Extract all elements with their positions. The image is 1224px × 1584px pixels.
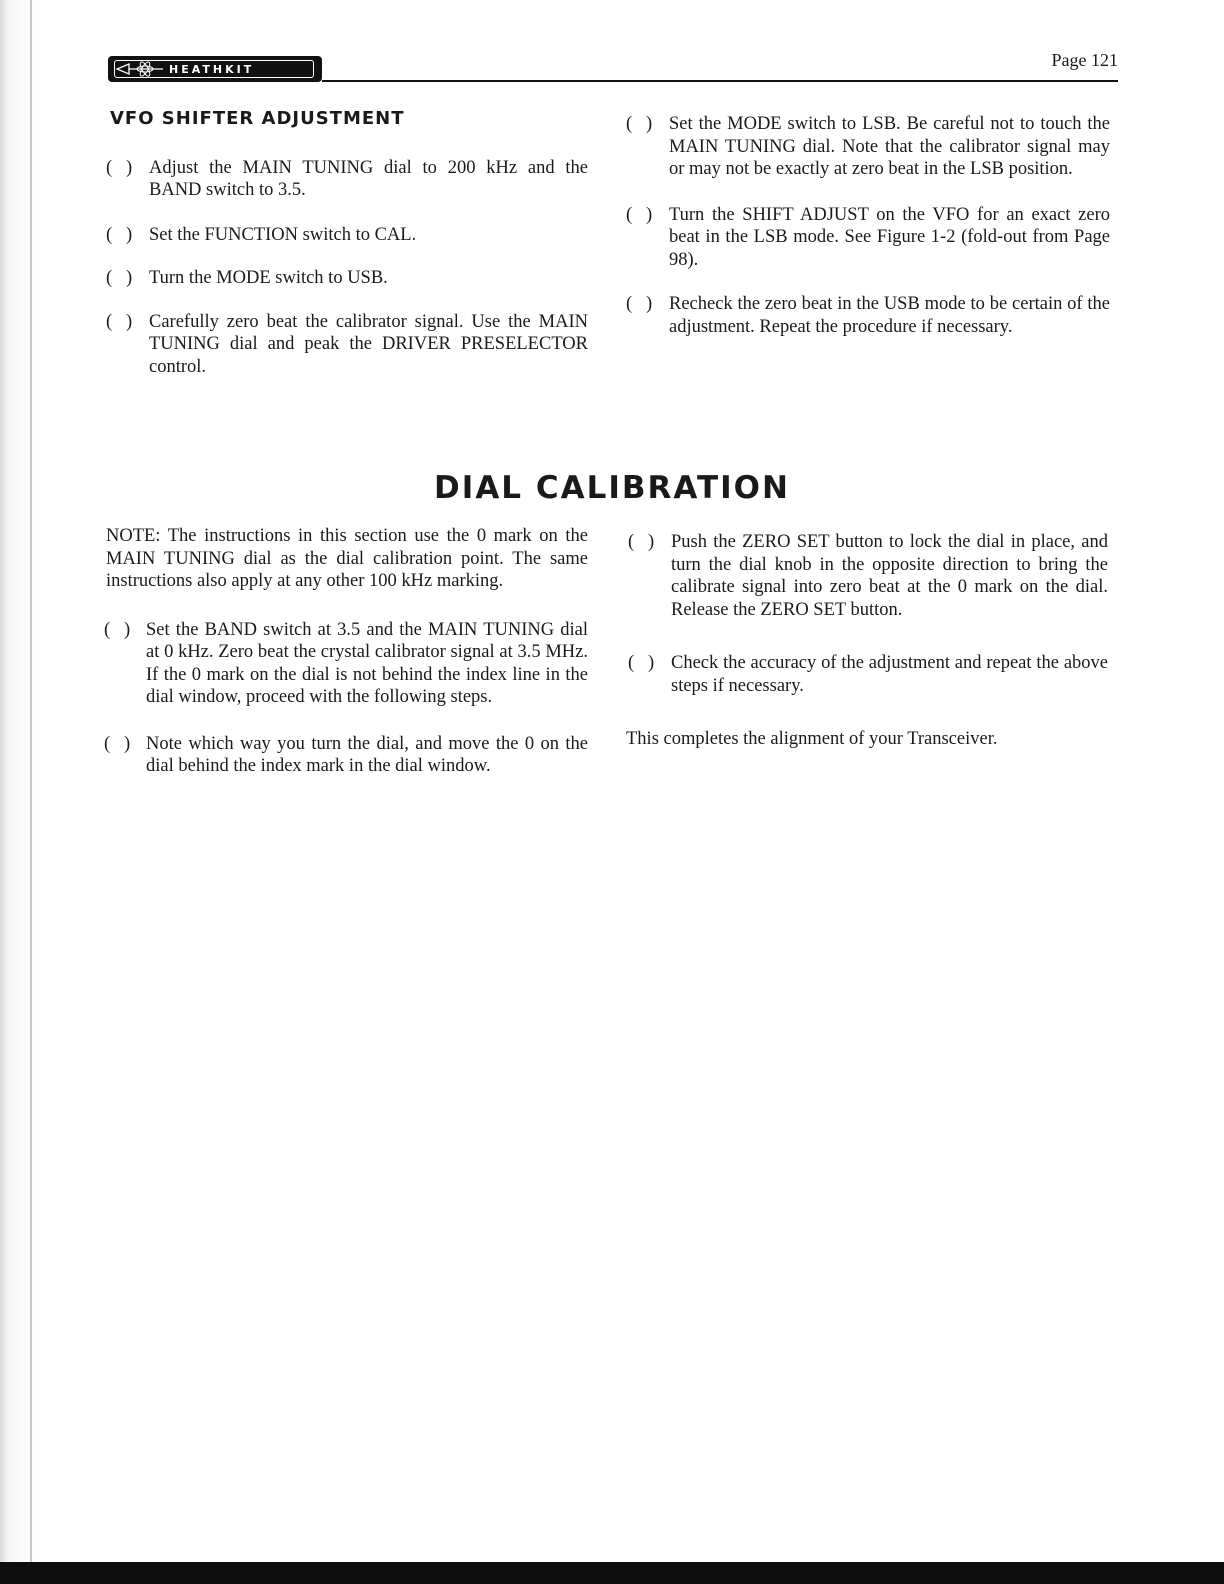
step-checkbox[interactable]: ( ) <box>106 224 133 245</box>
step-text: Adjust the MAIN TUNING dial to 200 kHz and the BAND switch to 3.5. <box>149 157 588 200</box>
step-item <box>624 113 1110 181</box>
step-text: Check the accuracy of the adjustment and repeat the above steps if necessary. <box>671 653 1108 696</box>
step-checkbox[interactable]: ( ) <box>106 157 133 178</box>
closing-text: This completes the alignment of your Transceiver. <box>626 729 998 749</box>
step-item <box>104 267 588 290</box>
heathkit-logo <box>108 56 322 82</box>
step-item <box>624 293 1110 338</box>
step-text: Note which way you turn the dial, and move the 0 on the dial behind the index mark in the dial window. <box>146 733 588 776</box>
binding-edge <box>0 0 44 1584</box>
step-text: Set the FUNCTION switch to CAL. <box>149 224 417 245</box>
step-text: Push the ZERO SET button to lock the dial in place, and turn the dial knob in the opposite direction to bring the calibrate signal into zero beat at the 0 mark on the dial. Release the ZERO SET button. <box>671 532 1108 620</box>
vfo-left-column <box>104 108 588 399</box>
step-checkbox[interactable]: ( ) <box>626 114 653 134</box>
dial-right-column <box>626 531 1108 774</box>
step-checkbox[interactable]: ( ) <box>628 653 655 673</box>
step-checkbox[interactable]: ( ) <box>106 311 133 332</box>
page-number: Page 121 <box>1051 50 1118 70</box>
step-item <box>624 204 1110 272</box>
step-item <box>106 619 588 709</box>
dial-left-column <box>106 525 588 799</box>
step-text: Recheck the zero beat in the USB mode to be certain of the adjustment. Repeat the procedure if necessary. <box>669 294 1110 337</box>
dial-note: NOTE: The instructions in this section use the 0 mark on the MAIN TUNING dial as the dial calibration point. The same instructions also apply at any other 100 kHz marking. <box>106 526 588 591</box>
step-checkbox[interactable]: ( ) <box>104 619 131 640</box>
step-checkbox[interactable]: ( ) <box>106 268 133 288</box>
step-text: Turn the SHIFT ADJUST on the VFO for an exact zero beat in the LSB mode. See Figure 1-2 (fold-out from Page 98). <box>669 204 1110 270</box>
step-checkbox[interactable]: ( ) <box>104 733 131 754</box>
step-checkbox[interactable]: ( ) <box>626 294 653 314</box>
step-item <box>106 733 588 778</box>
heathkit-emblem-icon <box>115 61 167 77</box>
step-text: Carefully zero beat the calibrator signal. Use the MAIN TUNING dial and peak the DRIVER PRESELECTOR control. <box>149 311 588 377</box>
page-header <box>108 50 1118 90</box>
step-text: Turn the MODE switch to USB. <box>149 268 388 288</box>
dial-calibration-title: DIAL CALIBRATION <box>434 470 790 506</box>
logo-wordmark: HEATHKIT <box>169 62 255 76</box>
vfo-section-title: VFO SHIFTER ADJUSTMENT <box>110 108 405 129</box>
step-text: Set the BAND switch at 3.5 and the MAIN TUNING dial at 0 kHz. Zero beat the crystal calibrator signal at 3.5 MHz. If the 0 mark on the dial is not behind the index line in the dial window, proceed with the following steps. <box>146 619 588 707</box>
vfo-right-column <box>624 113 1110 359</box>
step-checkbox[interactable]: ( ) <box>628 532 655 552</box>
step-text: Set the MODE switch to LSB. Be careful not to touch the MAIN TUNING dial. Note that the calibrator signal may or may not be exactly at zero beat in the LSB position. <box>669 114 1110 179</box>
step-item <box>104 311 588 379</box>
step-item <box>104 224 588 247</box>
step-item <box>626 652 1108 697</box>
scan-bottom-edge <box>0 1562 1224 1584</box>
binding-line <box>30 0 32 1584</box>
step-item <box>104 157 588 202</box>
step-checkbox[interactable]: ( ) <box>626 204 653 225</box>
step-item <box>626 531 1108 621</box>
header-rule <box>322 80 1118 82</box>
